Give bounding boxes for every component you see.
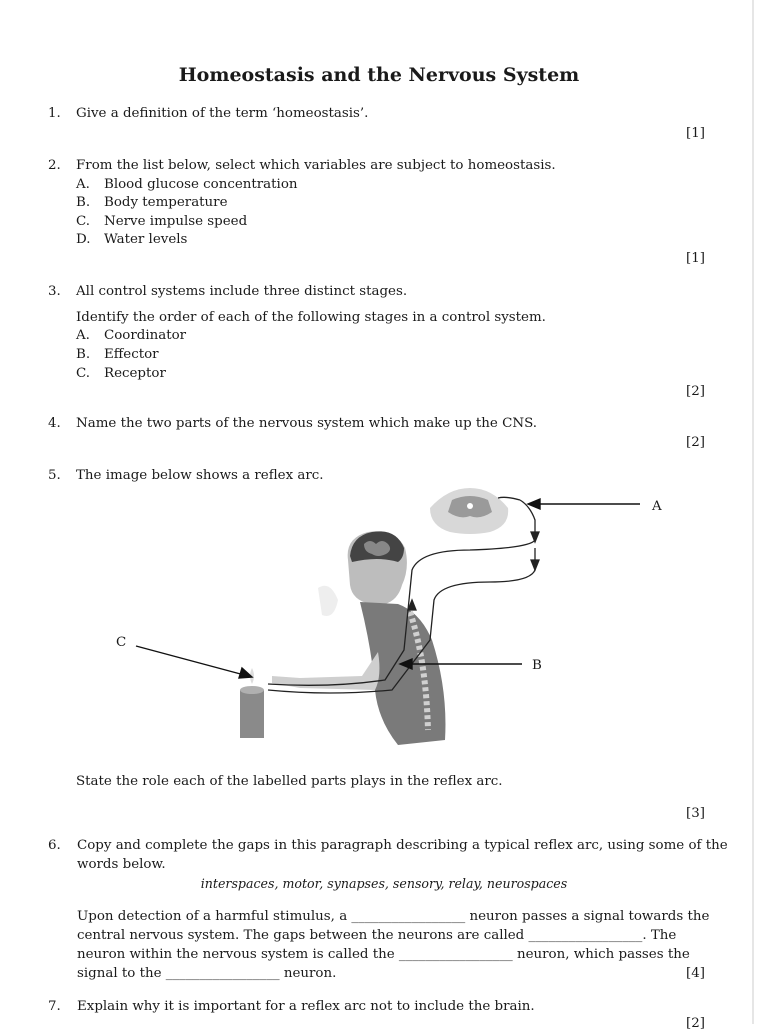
q4-number: 4. bbox=[48, 416, 61, 431]
q2-option-letter: A. bbox=[76, 177, 90, 192]
word-bank: interspaces, motor, synapses, sensory, relay, neurospaces bbox=[200, 876, 568, 891]
diagram-label-b: B bbox=[532, 658, 542, 673]
q1-text: Give a definition of the term ‘homeostasis’. bbox=[76, 106, 369, 121]
q2-option-letter: C. bbox=[76, 214, 91, 229]
q2-text: From the list below, select which variables are subject to homeostasis. bbox=[76, 158, 556, 173]
q3-instruction: Identify the order of each of the following stages in a control system. bbox=[76, 310, 546, 325]
q6-paragraph-line: central nervous system. The gaps between the neurons are called _________________. The bbox=[77, 928, 677, 943]
q7-marks: [2] bbox=[686, 1016, 705, 1031]
q1-marks: [1] bbox=[686, 126, 705, 141]
q3-number: 3. bbox=[48, 284, 61, 299]
q3-option-text: Effector bbox=[104, 347, 159, 362]
q5-number: 5. bbox=[48, 468, 61, 483]
q6-paragraph-line: neuron within the nervous system is called the _________________ neuron, which passes the bbox=[77, 947, 690, 962]
q6-text-line: words below. bbox=[77, 857, 166, 872]
q3-option-text: Coordinator bbox=[104, 328, 187, 343]
q4-marks: [2] bbox=[686, 435, 705, 450]
q2-option-letter: B. bbox=[76, 195, 91, 210]
q2-option-text: Blood glucose concentration bbox=[104, 177, 298, 192]
q6-text-line: Copy and complete the gaps in this paragraph describing a typical reflex arc, using some of the bbox=[77, 838, 728, 853]
q2-option-letter: D. bbox=[76, 232, 91, 247]
q5-marks: [3] bbox=[686, 806, 705, 821]
q1-number: 1. bbox=[48, 106, 61, 121]
q6-number: 6. bbox=[48, 838, 61, 853]
candle bbox=[240, 668, 264, 738]
spinal-cord-section bbox=[430, 488, 508, 534]
q4-text: Name the two parts of the nervous system which make up the CNS. bbox=[76, 416, 538, 431]
q2-option-text: Water levels bbox=[104, 232, 188, 247]
q2-number: 2. bbox=[48, 158, 61, 173]
q2-option-text: Body temperature bbox=[104, 195, 228, 210]
q5-text: The image below shows a reflex arc. bbox=[76, 468, 324, 483]
q2-marks: [1] bbox=[686, 251, 705, 266]
q7-text: Explain why it is important for a reflex arc not to include the brain. bbox=[77, 999, 535, 1014]
q3-option-letter: B. bbox=[76, 347, 91, 362]
q6-marks: [4] bbox=[686, 966, 705, 981]
q6-paragraph-line: Upon detection of a harmful stimulus, a _________________ neuron passes a signal towards the bbox=[77, 909, 710, 924]
q3-option-letter: A. bbox=[76, 328, 90, 343]
q3-option-text: Receptor bbox=[104, 366, 166, 381]
q3-marks: [2] bbox=[686, 384, 705, 399]
diagram-label-c: C bbox=[116, 635, 127, 650]
q5-instruction: State the role each of the labelled parts plays in the reflex arc. bbox=[76, 774, 503, 789]
q3-option-letter: C. bbox=[76, 366, 91, 381]
diagram-label-a: A bbox=[652, 499, 662, 514]
q7-number: 7. bbox=[48, 999, 61, 1014]
q2-option-text: Nerve impulse speed bbox=[104, 214, 248, 229]
q6-paragraph-line: signal to the _________________ neuron. bbox=[77, 966, 337, 981]
page-title: Homeostasis and the Nervous System bbox=[178, 64, 580, 86]
q3-text: All control systems include three distinct stages. bbox=[76, 284, 408, 299]
person-figure bbox=[272, 531, 445, 745]
